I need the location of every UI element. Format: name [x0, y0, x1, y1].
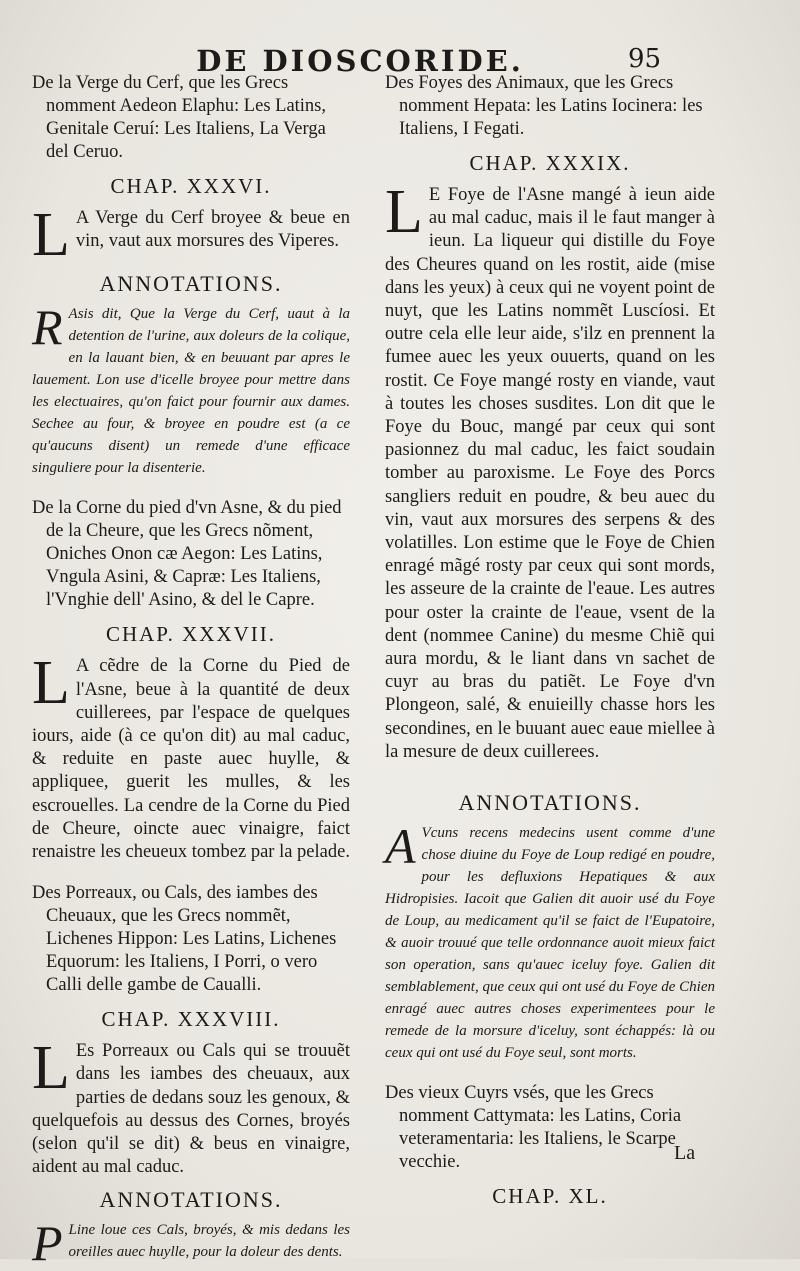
- left-column: [32, 72, 350, 1271]
- chapter-text-36: L A Verge du Cerf broyee & beue en vin, vaut aux morsures des Viperes.: [32, 201, 350, 269]
- section-title-cuyrs: Des vieux Cuyrs vsés, que les Grecs nomment Cattymata: les Latins, Coria veteramentaria: les Italiens, le Scarpe vecchie.: [385, 1083, 682, 1173]
- section-title-cerf: De la Verge du Cerf, que les Grecs nomment Aedeon Elaphu: Les Latins, Genitale Ceruí: Les Italiens, La Verga del Ceruo.: [32, 73, 327, 162]
- page-number: 95: [628, 44, 662, 74]
- section-title-corne: De la Corne du pied d'vn Asne, & du pied de la Cheure, que les Grecs nõment, Oniches Onon cæ Aegon: Les Latins, Vngula Asini, & Capræ: Les Italiens, l'Vnghie dell' Asino, & del le Capre.: [32, 498, 342, 611]
- annotation-text-cerf: R Asis dit, Que la Verge du Cerf, uaut à la detention de l'urine, aux doleurs de la colique, en la lauant bien, & en beuuant par apres le lauement. Lon use d'icelle broyee pour mettre dans les electuaires, qu'on faict pour fournir aux dames. Sechee au four, & broyee en poudre est (a ce qu'aucuns disent) un remede d'une efficace singuliere pour la disenterie.: [32, 299, 350, 477]
- running-head: DE DIOSCORIDE.: [196, 44, 524, 78]
- annotation-text-foyes: A Vcuns recens medecins usent comme d'une chose diuine du Foye de Loup redigé en poudre, pour les defluxions Hepatiques & aux Hidropisies. Iacoit que Galien dit auoir usé du Foye de Loup, au medicament qu'il se faict de l'Eupatoire, & auoir trouué que telle ordonnance auoit mieux faict son operation, sans qu'auec iceluy foye. Galien dit semblablement, que ceux qui ont usé du Foye de Chien enragé auec autres choses experimentees pour le remede de la morsure d'iceluy, sont échappés: là ou ceux qui ont usé du Foye seul, sont morts.: [385, 818, 715, 1062]
- annotations-heading: ANNOTATIONS.: [99, 1187, 283, 1213]
- chapter-heading-38: CHAP. XXXVIII.: [101, 1007, 281, 1032]
- chapter-heading-36: CHAP. XXXVI.: [110, 174, 272, 198]
- annotation-text-cals: P Line loue ces Cals, broyés, & mis dedans les oreilles auec huylle, pour la doleur des dents.: [32, 1215, 350, 1271]
- drop-cap: L: [32, 201, 70, 269]
- drop-cap: L: [32, 1034, 70, 1103]
- annotations-heading: ANNOTATIONS.: [99, 271, 283, 297]
- drop-cap: A: [385, 818, 416, 875]
- chapter-heading-37: CHAP. XXXVII.: [105, 622, 277, 647]
- drop-cap: P: [32, 1215, 63, 1271]
- annotations-heading: ANNOTATIONS.: [458, 790, 642, 816]
- right-column: [385, 72, 715, 1217]
- catchword: La: [674, 1142, 696, 1164]
- chapter-heading-39: CHAP. XXXIX.: [469, 151, 631, 175]
- chapter-text-39: L E Foye de l'Asne mangé à ieun aide au mal caduc, mais il le faut manger à ieun. La liqueur qui distille du Foye des Cheures quand on les rostit, aide (mise dans les yeux) à ceux qui ne voyent point de nuyt, que les Latins nommẽt Luscíosi. Et outre cela elle leur aide, s'ilz en prennent la fumee auec les yeux ouuerts, quand on les rostit. Ce Foye mangé rosty en viande, vaut à toutes les choses susdites. Lon dit que le Foye du Bouc, mangé par ceux qui sont pasionnez du mal caduc, les faict soudain tomber au paroxisme. Le Foye des Porcs sangliers reduit en poudre, & beu auec du vin, vaut aux morsures des serpens & des volatilles. Lon estime que le Foye de Chien enragé mãgé rosty par ceux qui sont mords, les asseure de la crainte de l'eaue. Les autres pour oster la crainte de l'eaue, vsent de la dent (nommee Canine) du mesme Chiẽ qui aura mordu, & le liant dans vn sachet de cuyr au bras du patiẽt. Le Foye d'vn Plongeon, salé, & enuieilly chasse hors les secondines, en le buuant auec eaue miellee à la mesure de deux cuillerees.: [385, 178, 715, 762]
- chapter-text-37: L A cẽdre de la Corne du Pied de l'Asne, beue à la quantité de deux cuillerees, par l'espace de quelques iours, aide (à ce qu'on dit) au mal caduc, & reduite en paste auec huylle, & appliquee, guerit les mulles, & les escrouelles. La cendre de la Corne du Pied de Cheure, oincte auec vinaigre, faict renaistre les cheueux tombez par la pelade.: [32, 649, 350, 863]
- section-title-foyes: Des Foyes des Animaux, que les Grecs nomment Hepata: les Latins Iocinera: les Italiens, I Fegati.: [385, 73, 703, 139]
- chapter-heading-40: CHAP. XL.: [492, 1184, 608, 1209]
- drop-cap: L: [32, 649, 70, 718]
- section-title-porreaux: Des Porreaux, ou Cals, des iambes des Cheuaux, que les Grecs nommẽt, Lichenes Hippon: Les Latins, Lichenes Equorum: les Italiens, I Porri, o vero Calli delle gambe de Caualli.: [32, 883, 337, 996]
- drop-cap: L: [385, 178, 423, 246]
- drop-cap: R: [32, 299, 63, 356]
- chapter-text-38: L Es Porreaux ou Cals qui se trouuẽt dans les iambes des cheuaux, aux parties de dedans souz les genoux, & quelquefois au dessus des Cornes, broyés (selon qu'il se dit) & beus en vinaigre, aident au mal caduc.: [32, 1034, 350, 1178]
